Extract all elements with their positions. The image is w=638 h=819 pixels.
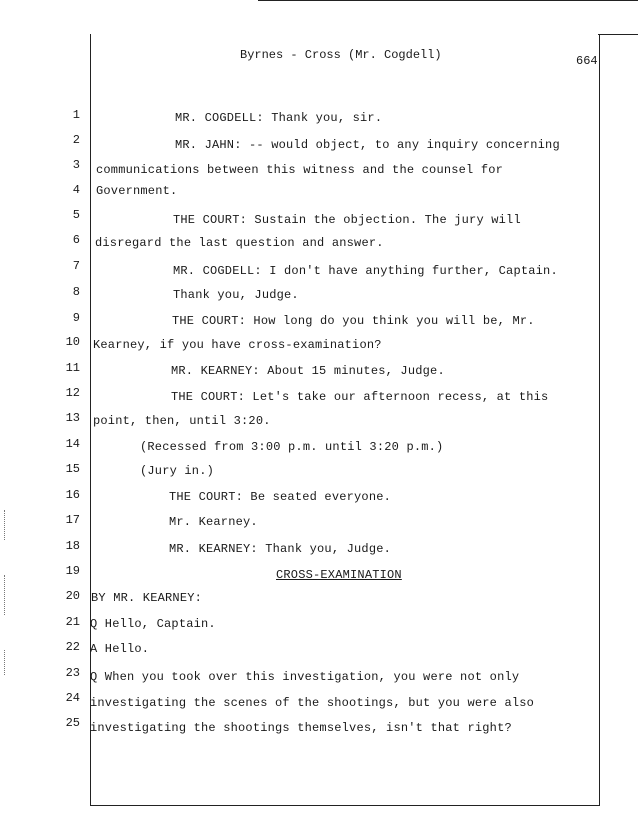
line-number: 4 bbox=[72, 183, 80, 197]
transcript-line: THE COURT: Let's take our afternoon recess, at this bbox=[171, 390, 549, 404]
transcript-line: communications between this witness and the counsel for bbox=[96, 163, 504, 177]
margin-mark bbox=[4, 575, 7, 615]
line-number: 2 bbox=[72, 133, 80, 147]
line-number: 20 bbox=[65, 589, 80, 603]
line-number: 3 bbox=[72, 158, 80, 172]
line-number: 6 bbox=[72, 233, 80, 247]
line-number: 22 bbox=[65, 640, 80, 654]
transcript-line: point, then, until 3:20. bbox=[93, 414, 271, 428]
line-number: 21 bbox=[65, 615, 80, 629]
transcript-line: disregard the last question and answer. bbox=[95, 236, 384, 250]
line-number: 5 bbox=[72, 208, 80, 222]
line-number: 12 bbox=[65, 386, 80, 400]
transcript-line: Government. bbox=[96, 184, 178, 198]
section-heading: CROSS-EXAMINATION bbox=[276, 568, 402, 582]
line-number: 24 bbox=[65, 691, 80, 705]
transcript-line: THE COURT: How long do you think you will be, Mr. bbox=[172, 314, 535, 328]
transcript-line: THE COURT: Sustain the objection. The jury will bbox=[173, 213, 521, 227]
page-title: Byrnes - Cross (Mr. Cogdell) bbox=[240, 48, 442, 62]
line-number: 7 bbox=[72, 259, 80, 273]
transcript-line: BY MR. KEARNEY: bbox=[91, 591, 203, 605]
page-number: 664 bbox=[576, 54, 598, 68]
line-number: 13 bbox=[65, 411, 80, 425]
line-number: 16 bbox=[65, 488, 80, 502]
margin-mark bbox=[4, 650, 7, 675]
line-number: 15 bbox=[65, 462, 80, 476]
top-rule-right bbox=[598, 34, 638, 35]
line-number: 9 bbox=[72, 311, 80, 325]
line-number: 17 bbox=[65, 513, 80, 527]
line-number: 18 bbox=[65, 539, 80, 553]
line-number: 19 bbox=[65, 564, 80, 578]
transcript-line: MR. JAHN: -- would object, to any inquiry concerning bbox=[175, 138, 560, 152]
transcript-line: Thank you, Judge. bbox=[173, 288, 299, 302]
transcript-line: MR. COGDELL: I don't have anything further, Captain. bbox=[173, 264, 558, 278]
margin-mark bbox=[4, 510, 7, 540]
transcript-line: MR. COGDELL: Thank you, sir. bbox=[175, 111, 383, 125]
line-number: 1 bbox=[72, 108, 80, 122]
transcript-line: investigating the shootings themselves, isn't that right? bbox=[90, 721, 512, 735]
transcript-line: investigating the scenes of the shootings, but you were also bbox=[90, 696, 535, 710]
transcript-line: A Hello. bbox=[90, 642, 150, 656]
transcript-line: (Recessed from 3:00 p.m. until 3:20 p.m.) bbox=[140, 440, 444, 454]
transcript-line: Q When you took over this investigation, you were not only bbox=[90, 670, 520, 684]
top-rule bbox=[258, 0, 638, 1]
line-number: 23 bbox=[65, 666, 80, 680]
line-number: 25 bbox=[65, 716, 80, 730]
transcript-line: MR. KEARNEY: About 15 minutes, Judge. bbox=[171, 364, 445, 378]
line-number: 11 bbox=[65, 361, 80, 375]
transcript-line: MR. KEARNEY: Thank you, Judge. bbox=[169, 542, 392, 556]
line-number: 8 bbox=[72, 285, 80, 299]
transcript-line: THE COURT: Be seated everyone. bbox=[169, 490, 392, 504]
transcript-line: (Jury in.) bbox=[140, 464, 215, 478]
line-number: 10 bbox=[65, 335, 80, 349]
transcript-line: Mr. Kearney. bbox=[169, 515, 258, 529]
transcript-line: Q Hello, Captain. bbox=[90, 617, 216, 631]
line-number: 14 bbox=[65, 437, 80, 451]
transcript-line: Kearney, if you have cross-examination? bbox=[93, 338, 382, 352]
